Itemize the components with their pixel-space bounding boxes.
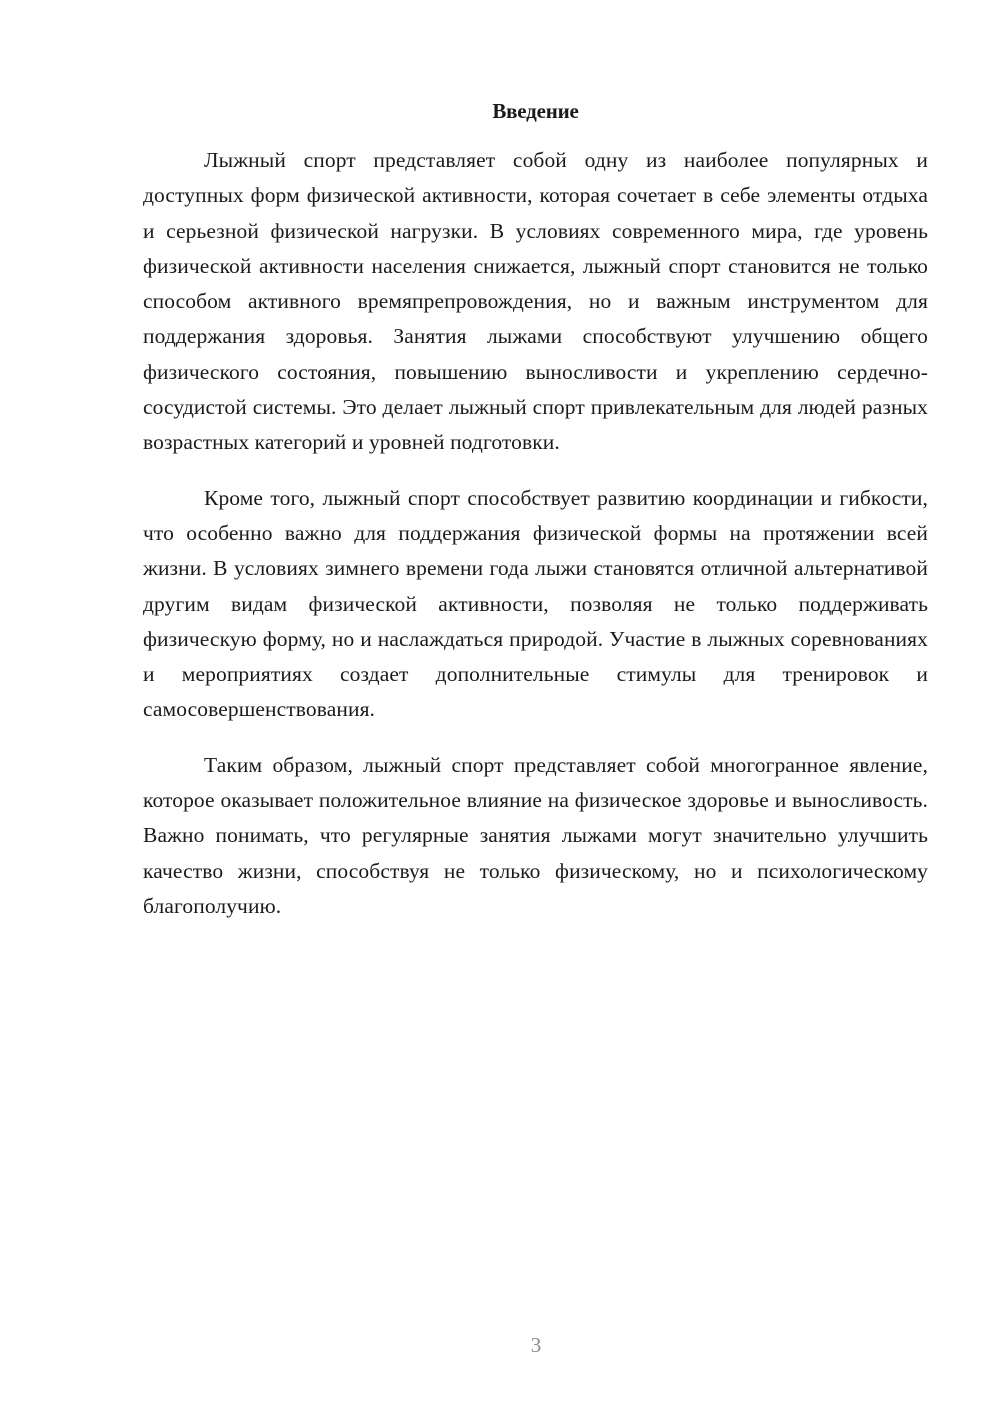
page-number: 3 xyxy=(530,1333,542,1357)
page-content xyxy=(143,94,928,944)
paragraph-2: Кроме того, лыжный спорт способствует развитию координации и гибкости, что особенно важно для поддержания физической формы на протяжении всей жизни. В условиях зимнего времени года лыжи становятся отличной альтернативой другим видам физической активности, позволяя не только поддерживать физическую форму, но и наслаждаться природой. Участие в лыжных соревнованиях и мероприятиях создает дополнительные стимулы для тренировок и самосовершенствования. xyxy=(143,485,928,722)
paragraph-3: Таким образом, лыжный спорт представляет собой многогранное явление, которое оказывает положительное влияние на физическое здоровье и выносливость. Важно понимать, что регулярные занятия лыжами могут значительно улучшить качество жизни, способствуя не только физическому, но и психологическому благополучию. xyxy=(143,752,928,918)
paragraph-1: Лыжный спорт представляет собой одну из наиболее популярных и доступных форм физической активности, которая сочетает в себе элементы отдыха и серьезной физической нагрузки. В условиях современного мира, где уровень физической активности населения снижается, лыжный спорт становится не только способом активного времяпрепровождения, но и важным инструментом для поддержания здоровья. Занятия лыжами способствуют улучшению общего физического состояния, повышению выносливости и укреплению сердечно-сосудистой системы. Это делает лыжный спорт привлекательным для людей разных возрастных категорий и уровней подготовки. xyxy=(143,148,928,455)
section-title: Введение xyxy=(492,99,579,123)
